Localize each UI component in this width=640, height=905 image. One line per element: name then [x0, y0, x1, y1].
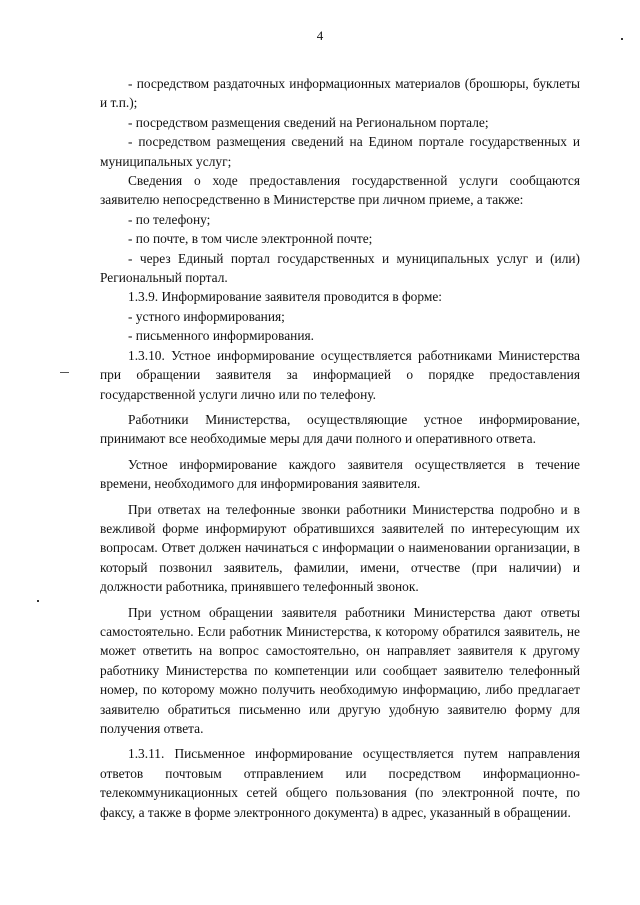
scan-mark	[60, 372, 69, 373]
section-1-3-9: 1.3.9. Информирование заявителя проводится в форме:	[128, 289, 442, 305]
list-item-phone: - по телефону;	[128, 211, 211, 227]
scan-mark	[37, 600, 39, 602]
list-item-mail: - по почте, в том числе электронной почте;	[128, 231, 373, 247]
paragraph-oral-request: При устном обращении заявителя работники Министерства дают ответы самостоятельно. Если работник Министерства, к которому обратился заявитель, не может ответить на вопрос самостоятельно, он направляет заявителя к другому работнику Министерства по компетенции или сообщает заявителю телефонный номер, по которому можно получить необходимую информацию, либо предлагает заявителю обратиться письменно или другую удобную заявителю форму для получения ответа.	[100, 604, 580, 736]
document-body	[100, 74, 580, 822]
paragraph-oral-duration: Устное информирование каждого заявителя осуществляется в течение времени, необходимого для информирования заявителя.	[100, 456, 580, 492]
paragraph-phone-calls: При ответах на телефонные звонки работники Министерства подробно и в вежливой форме информируют обратившихся заявителей по интересующим их вопросам. Ответ должен начинаться с информации о наименовании организации, в который позвонил заявитель, фамилии, имени, отчестве (при наличии) и должности работника, принявшего телефонный звонок.	[100, 501, 580, 595]
paragraph-regional-portal: - посредством размещения сведений на Региональном портале;	[128, 114, 489, 130]
list-item-oral: - устного информирования;	[128, 308, 285, 324]
paragraph-handout-materials: - посредством раздаточных информационных материалов (брошюры, буклеты и т.п.);	[100, 76, 580, 111]
scan-mark	[621, 38, 623, 40]
paragraph-service-progress: Сведения о ходе предоставления государственной услуги сообщаются заявителю непосредственно в Министерстве при личном приеме, а также:	[100, 173, 580, 208]
paragraph-unified-portal: - посредством размещения сведений на Едином портале государственных и муниципальных услуг;	[100, 134, 580, 169]
list-item-portal: - через Единый портал государственных и муниципальных услуг и (или) Региональный портал.	[100, 250, 580, 286]
section-1-3-11: 1.3.11. Письменное информирование осуществляется путем направления ответов почтовым отправлением или посредством информационно-телекоммуникационных сетей общего пользования (по электронной почте, по факсу, а также в форме электронного документа) в адрес, указанный в обращении.	[100, 746, 580, 820]
section-1-3-10: 1.3.10. Устное информирование осуществляется работниками Министерства при обращении заявителя за информацией о порядке предоставления государственной услуги лично или по телефону.	[100, 347, 580, 402]
page-number: 4	[316, 28, 324, 43]
paragraph-employees-measures: Работники Министерства, осуществляющие устное информирование, принимают все необходимые меры для дачи полного и оперативного ответа.	[100, 411, 580, 447]
list-item-written: - письменного информирования.	[128, 328, 314, 344]
